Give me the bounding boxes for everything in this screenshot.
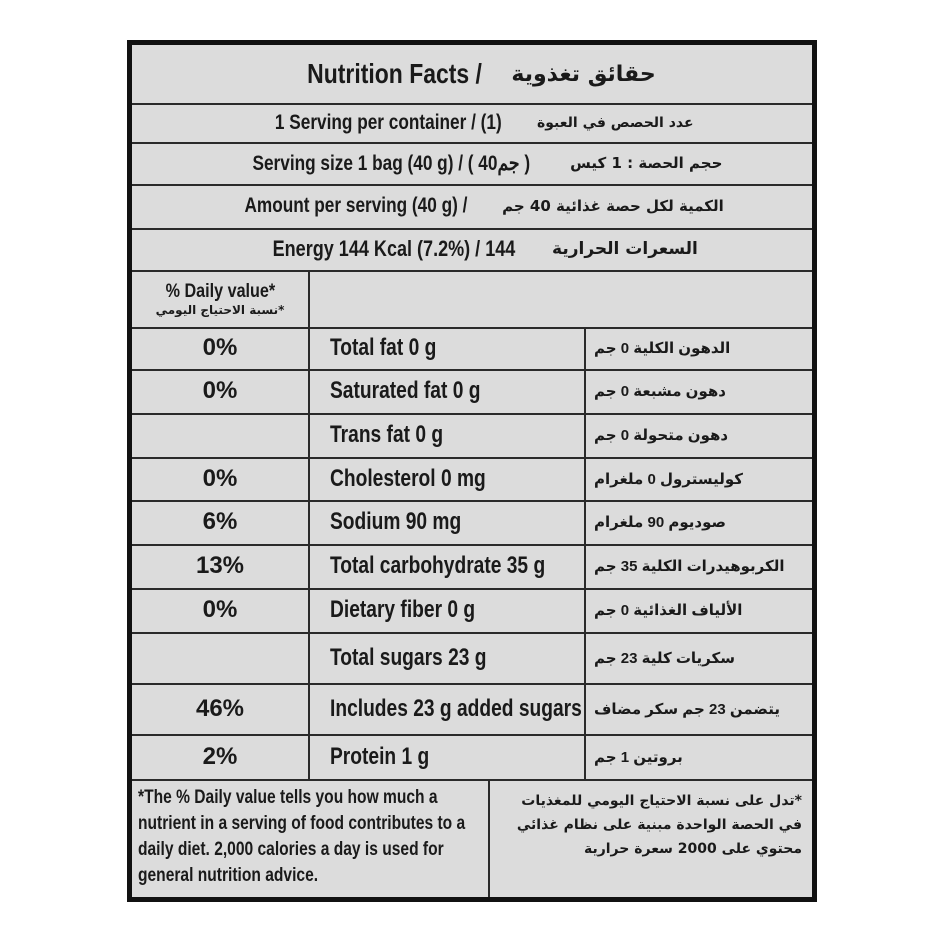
nutrient-name-en-text: Protein 1 g (330, 742, 430, 770)
nutrient-name-en (330, 369, 588, 413)
title-ar: حقائق تغذوية (511, 61, 656, 87)
nutrient-name-en-text: Total carbohydrate 35 g (330, 552, 546, 579)
nutrient-name-en (330, 327, 588, 369)
column-divider (308, 544, 310, 588)
title-en: Nutrition Facts / (307, 58, 483, 89)
servings-en: 1 Serving per container / (1) (275, 110, 503, 134)
daily-value-percent: 13% (195, 552, 245, 579)
footnote (132, 779, 812, 897)
title-row (132, 45, 812, 105)
nutrient-name-en-text: Dietary fiber 0 g (330, 596, 476, 623)
daily-value-percent (132, 632, 308, 683)
daily-value-percent: 0% (202, 334, 238, 361)
nutrient-name-en-text: Trans fat 0 g (330, 421, 444, 448)
column-divider (584, 632, 586, 683)
nutrient-name-en-text: Total fat 0 g (330, 334, 437, 361)
daily-value-percent: 46% (195, 694, 245, 722)
nutrient-row-protein (132, 734, 812, 781)
column-divider (308, 632, 310, 683)
column-divider (584, 500, 586, 544)
nutrient-name-en-text: Total sugars 23 g (330, 643, 487, 671)
daily-value-header (132, 270, 308, 327)
amount-row (132, 184, 812, 230)
column-divider (584, 327, 586, 369)
nutrition-facts-label (127, 40, 817, 902)
nutrient-name-en (330, 544, 588, 588)
servings-ar: عدد الحصص في العبوة (537, 114, 694, 131)
serving-size-en: Serving size 1 bag (40 g) / ( 40جم ) (252, 151, 530, 175)
column-divider (308, 500, 310, 544)
nutrient-name-ar: دهون مشبعة 0 جم (594, 383, 726, 400)
nutrient-row-trans-fat (132, 413, 812, 459)
column-divider (308, 413, 310, 457)
column-divider (308, 588, 310, 632)
footnote-divider (488, 779, 490, 897)
nutrient-name-ar: الألياف الغذائية 0 جم (594, 602, 743, 619)
nutrient-name-en (330, 413, 588, 457)
serving-size-ar: حجم الحصة : 1 كيس (570, 154, 723, 172)
nutrient-name-en (330, 588, 588, 632)
nutrient-name-en (330, 457, 588, 500)
nutrient-name-ar: الكربوهيدرات الكلية 35 جم (594, 558, 785, 575)
nutrient-name-ar: بروتين 1 جم (594, 748, 683, 766)
column-divider (584, 734, 586, 779)
nutrient-name-ar: دهون متحولة 0 جم (594, 427, 729, 444)
energy-en: Energy 144 Kcal (7.2%) / 144 (272, 236, 516, 261)
servings-row (132, 103, 812, 144)
daily-value-percent: 0% (202, 596, 238, 623)
column-divider (584, 544, 586, 588)
column-divider (308, 457, 310, 500)
daily-value-header-ar: *نسبة الاحتياج اليومي (155, 302, 285, 317)
nutrient-name-ar: كوليسترول 0 ملغرام (594, 470, 743, 488)
daily-value-header-en: % Daily value* (165, 280, 275, 302)
amount-en: Amount per serving (40 g) / (244, 194, 468, 217)
nutrient-row-saturated-fat (132, 369, 812, 415)
nutrient-row-dietary-fiber (132, 588, 812, 634)
daily-value-percent: 0% (202, 464, 238, 492)
footnote-en (138, 785, 488, 889)
daily-value-header-row (132, 270, 812, 329)
nutrient-row-total-carbohydrate (132, 544, 812, 590)
nutrient-name-ar: يتضمن 23 جم سكر مضاف (594, 700, 780, 718)
energy-ar: السعرات الحرارية (552, 239, 698, 259)
daily-value-percent: 6% (202, 508, 238, 535)
nutrient-name-en (330, 632, 588, 683)
column-divider (584, 457, 586, 500)
nutrient-row-cholesterol (132, 457, 812, 502)
nutrient-name-ar: الدهون الكلية 0 جم (594, 340, 731, 357)
column-divider (584, 683, 586, 734)
column-divider (584, 413, 586, 457)
column-divider (308, 327, 310, 369)
nutrient-name-en-text: Saturated fat 0 g (330, 377, 481, 404)
column-divider (308, 734, 310, 779)
nutrient-row-sodium (132, 500, 812, 546)
nutrient-row-total-sugars (132, 632, 812, 685)
column-divider (308, 270, 310, 327)
nutrient-name-ar: صوديوم 90 ملغرام (594, 514, 726, 531)
column-divider (308, 683, 310, 734)
nutrient-name-en (330, 734, 588, 779)
nutrient-row-added-sugars (132, 683, 812, 736)
footnote-ar: *تدل على نسبة الاحتياج اليومي للمغذيات في الحصة الواحدة مبنية على نظام غذائي محتوي على 2000 سعرة حرارية (516, 793, 802, 857)
nutrient-name-en-text: Includes 23 g added sugars (330, 694, 582, 722)
daily-value-percent (132, 413, 308, 457)
energy-row (132, 228, 812, 272)
daily-value-percent: 0% (202, 377, 238, 404)
column-divider (584, 369, 586, 413)
nutrient-name-en (330, 683, 588, 734)
column-divider (584, 588, 586, 632)
daily-value-percent: 2% (202, 742, 238, 770)
nutrient-name-en-text: Cholesterol 0 mg (330, 464, 486, 492)
serving-size-row (132, 142, 812, 186)
nutrient-row-total-fat (132, 327, 812, 371)
nutrient-name-en-text: Sodium 90 mg (330, 508, 462, 535)
footnote-en-text: *The % Daily value tells you how much a nutrient in a serving of food contributes to a daily diet. 2,000 calories a day is used for general nutrition advice. (138, 787, 466, 886)
nutrient-name-ar: سكريات كلية 23 جم (594, 649, 735, 667)
column-divider (308, 369, 310, 413)
nutrient-name-en (330, 500, 588, 544)
amount-ar: الكمية لكل حصة غذائية 40 جم (502, 197, 724, 215)
